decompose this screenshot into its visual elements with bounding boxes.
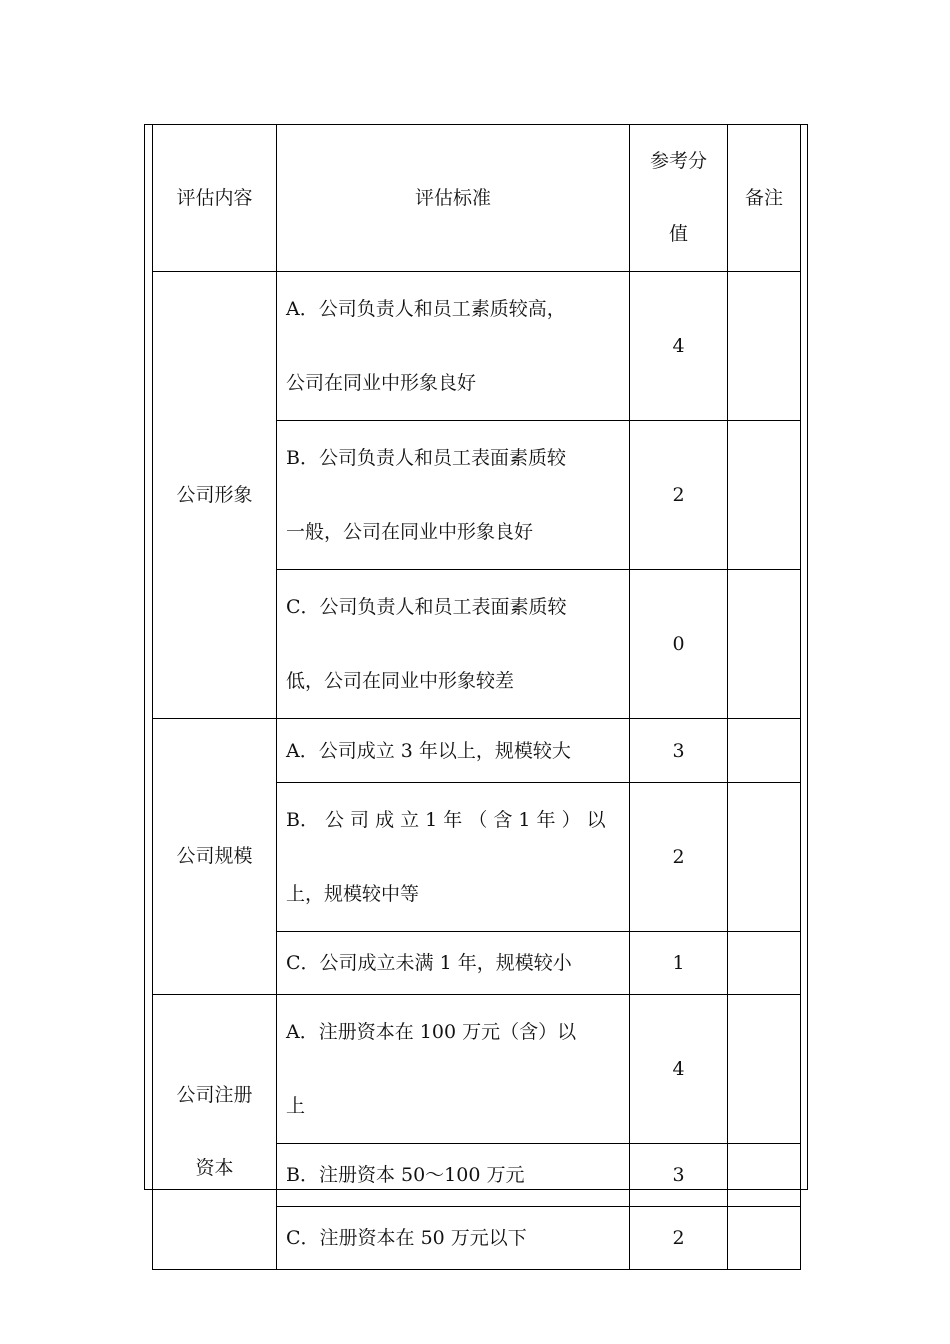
note-cell <box>728 272 801 421</box>
criteria-cell <box>277 783 630 932</box>
score-cell: 2 <box>630 783 728 932</box>
score-cell: 3 <box>630 1144 728 1207</box>
group-name-capital <box>153 995 277 1270</box>
header-standard: 评估标准 <box>277 125 630 272</box>
header-note: 备注 <box>728 125 801 272</box>
header-score-line1: 参考分 <box>649 150 707 172</box>
criteria-line: 公司在同业中形象良好 <box>286 372 477 394</box>
criteria-cell <box>277 1207 630 1270</box>
criteria-cell <box>277 719 630 783</box>
outer-right-border <box>807 124 808 1190</box>
criteria-line: 一般，公司在同业中形象良好 <box>286 521 534 543</box>
criteria-cell <box>277 421 630 570</box>
criteria-line: 上 <box>286 1095 306 1117</box>
evaluation-table <box>152 124 801 1270</box>
score-cell: 2 <box>630 421 728 570</box>
note-cell <box>728 932 801 995</box>
criteria-cell <box>277 1144 630 1207</box>
header-score-line2: 值 <box>668 223 688 245</box>
header-row <box>153 125 801 272</box>
criteria-line: B．注册资本 50～100 万元 <box>286 1164 525 1186</box>
note-cell <box>728 1144 801 1207</box>
score-cell: 0 <box>630 570 728 719</box>
note-cell <box>728 995 801 1144</box>
criteria-line: C．公司负责人和员工表面素质较 <box>286 596 567 618</box>
criteria-cell <box>277 570 630 719</box>
criteria-line: B． 公 司 成 立 1 年 （ 含 1 年 ） 以 <box>286 809 606 831</box>
criteria-cell <box>277 932 630 995</box>
criteria-line: B．公司负责人和员工表面素质较 <box>286 447 566 469</box>
table-row <box>153 995 801 1144</box>
criteria-cell <box>277 272 630 421</box>
header-content: 评估内容 <box>153 125 277 272</box>
score-cell: 3 <box>630 719 728 783</box>
criteria-line: 低，公司在同业中形象较差 <box>286 670 515 692</box>
note-cell <box>728 783 801 932</box>
note-cell <box>728 421 801 570</box>
group-name-scale: 公司规模 <box>153 719 277 995</box>
criteria-line: A．公司负责人和员工素质较高， <box>286 298 566 320</box>
criteria-line: C．公司成立未满 1 年，规模较小 <box>286 952 572 974</box>
table-row <box>153 272 801 421</box>
note-cell <box>728 719 801 783</box>
criteria-line: A．注册资本在 100 万元（含）以 <box>286 1021 577 1043</box>
criteria-line: C．注册资本在 50 万元以下 <box>286 1227 527 1249</box>
score-cell: 2 <box>630 1207 728 1270</box>
score-cell: 4 <box>630 272 728 421</box>
criteria-cell <box>277 995 630 1144</box>
group-name-line: 资本 <box>195 1157 234 1179</box>
criteria-line: A．公司成立 3 年以上，规模较大 <box>286 739 571 762</box>
header-score <box>630 125 728 272</box>
outer-left-border <box>144 124 145 1190</box>
note-cell <box>728 570 801 719</box>
note-cell <box>728 1207 801 1270</box>
table-row <box>153 719 801 783</box>
score-cell: 1 <box>630 932 728 995</box>
criteria-line: 上，规模较中等 <box>286 883 420 905</box>
group-name-image: 公司形象 <box>153 272 277 719</box>
group-name-line: 公司注册 <box>176 1084 253 1106</box>
score-cell: 4 <box>630 995 728 1144</box>
